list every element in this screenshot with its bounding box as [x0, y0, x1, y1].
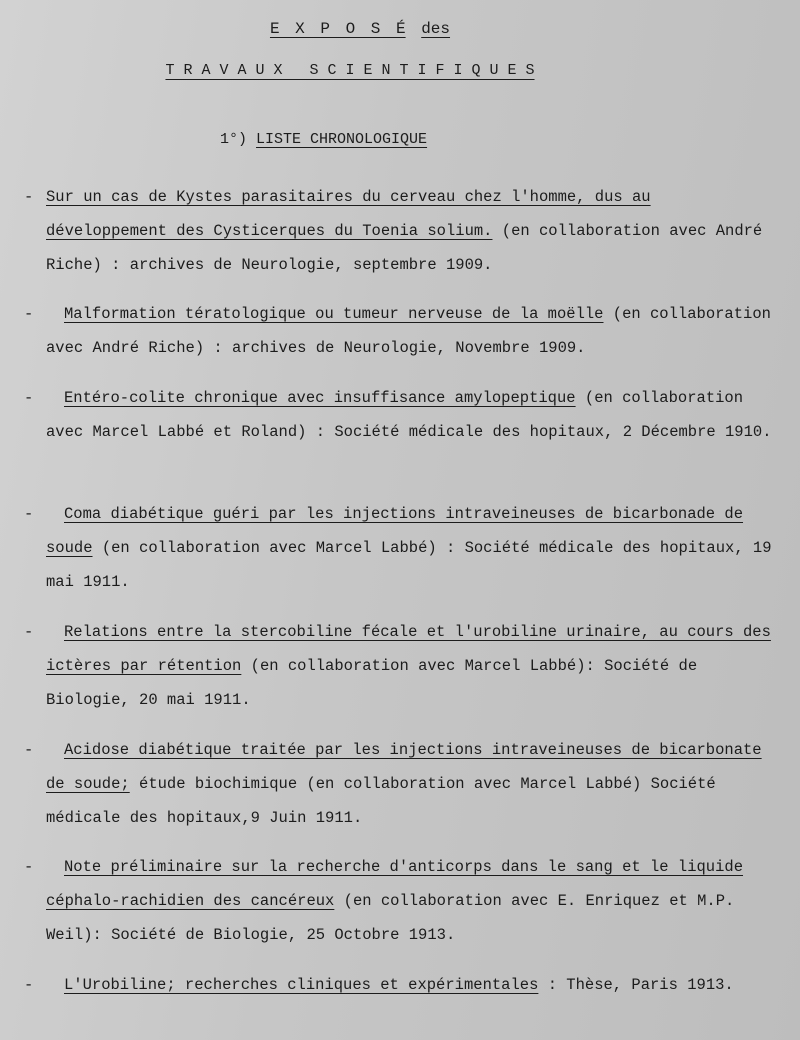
section-number: 1°): [220, 131, 248, 148]
list-item: [24, 381, 772, 449]
list-item-title: Acidose diabétique traitée par les injections intraveineuses de bicarbonate de soude;: [46, 741, 762, 793]
section-title: LISTE CHRONOLOGIQUE: [256, 131, 428, 148]
list-item: [24, 615, 772, 717]
list-item: [24, 297, 772, 365]
list-item-details: (en collaboration avec Marcel Labbé): Société de Biologie, 20 mai 1911.: [46, 657, 698, 709]
heading-expose-word: E X P O S É: [269, 20, 406, 38]
list-item-title: Note préliminaire sur la recherche d'anticorps dans le sang et le liquide céphalo-rachidien des cancéreux: [46, 858, 744, 910]
heading-travaux: [0, 62, 700, 79]
list-item-details: étude biochimique (en collaboration avec Marcel Labbé) Société médicale des hopitaux,9 Juin 1911.: [46, 775, 716, 827]
list-item: [24, 497, 772, 599]
list-item: [24, 968, 772, 1002]
heading-travaux-text: T R A V A U X S C I E N T I F I Q U E S: [165, 62, 535, 79]
list-item-title: L'Urobiline; recherches cliniques et expérimentales: [64, 976, 539, 994]
list-item-details: (en collaboration avec Marcel Labbé et Roland) : Société médicale des hopitaux, 2 Décembre 1910.: [46, 389, 772, 441]
list-item-dash: -: [24, 188, 34, 206]
list-item-title: Sur un cas de Kystes parasitaires du cerveau chez l'homme, dus au développement des Cysticerques du Toenia solium.: [46, 188, 651, 240]
list-item-dash: -: [24, 389, 34, 407]
heading-expose: [0, 20, 720, 38]
list-item-details: (en collaboration avec Marcel Labbé) : Société médicale des hopitaux, 19 mai 1911.: [46, 539, 772, 591]
list-item-dash: -: [24, 741, 34, 759]
list-item-details: (en collaboration avec André Riche) : archives de Neurologie, Novembre 1909.: [46, 305, 771, 357]
list-item-dash: -: [24, 505, 34, 523]
list-item-title: Entéro-colite chronique avec insuffisance amylopeptique: [64, 389, 576, 407]
section-heading: [220, 131, 427, 148]
list-item: [24, 180, 772, 282]
list-item-details: (en collaboration avec E. Enriquez et M.P. Weil): Société de Biologie, 25 Octobre 1913.: [46, 892, 735, 944]
list-item: [24, 733, 772, 835]
list-item-dash: -: [24, 976, 34, 994]
list-item-title: Relations entre la stercobiline fécale et l'urobiline urinaire, au cours des ictères par rétention: [46, 623, 771, 675]
list-item-dash: -: [24, 858, 34, 876]
list-item-dash: -: [24, 623, 34, 641]
list-item-details: (en collaboration avec André Riche) : archives de Neurologie, septembre 1909.: [46, 222, 763, 274]
list-item-dash: -: [24, 305, 34, 323]
list-item: [24, 850, 772, 952]
list-item-title: Malformation tératologique ou tumeur nerveuse de la moëlle: [64, 305, 604, 323]
heading-expose-suffix: des: [421, 20, 451, 38]
list-item-details: : Thèse, Paris 1913.: [538, 976, 734, 994]
list-item-title: Coma diabétique guéri par les injections intraveineuses de bicarbonade de soude: [46, 505, 744, 557]
